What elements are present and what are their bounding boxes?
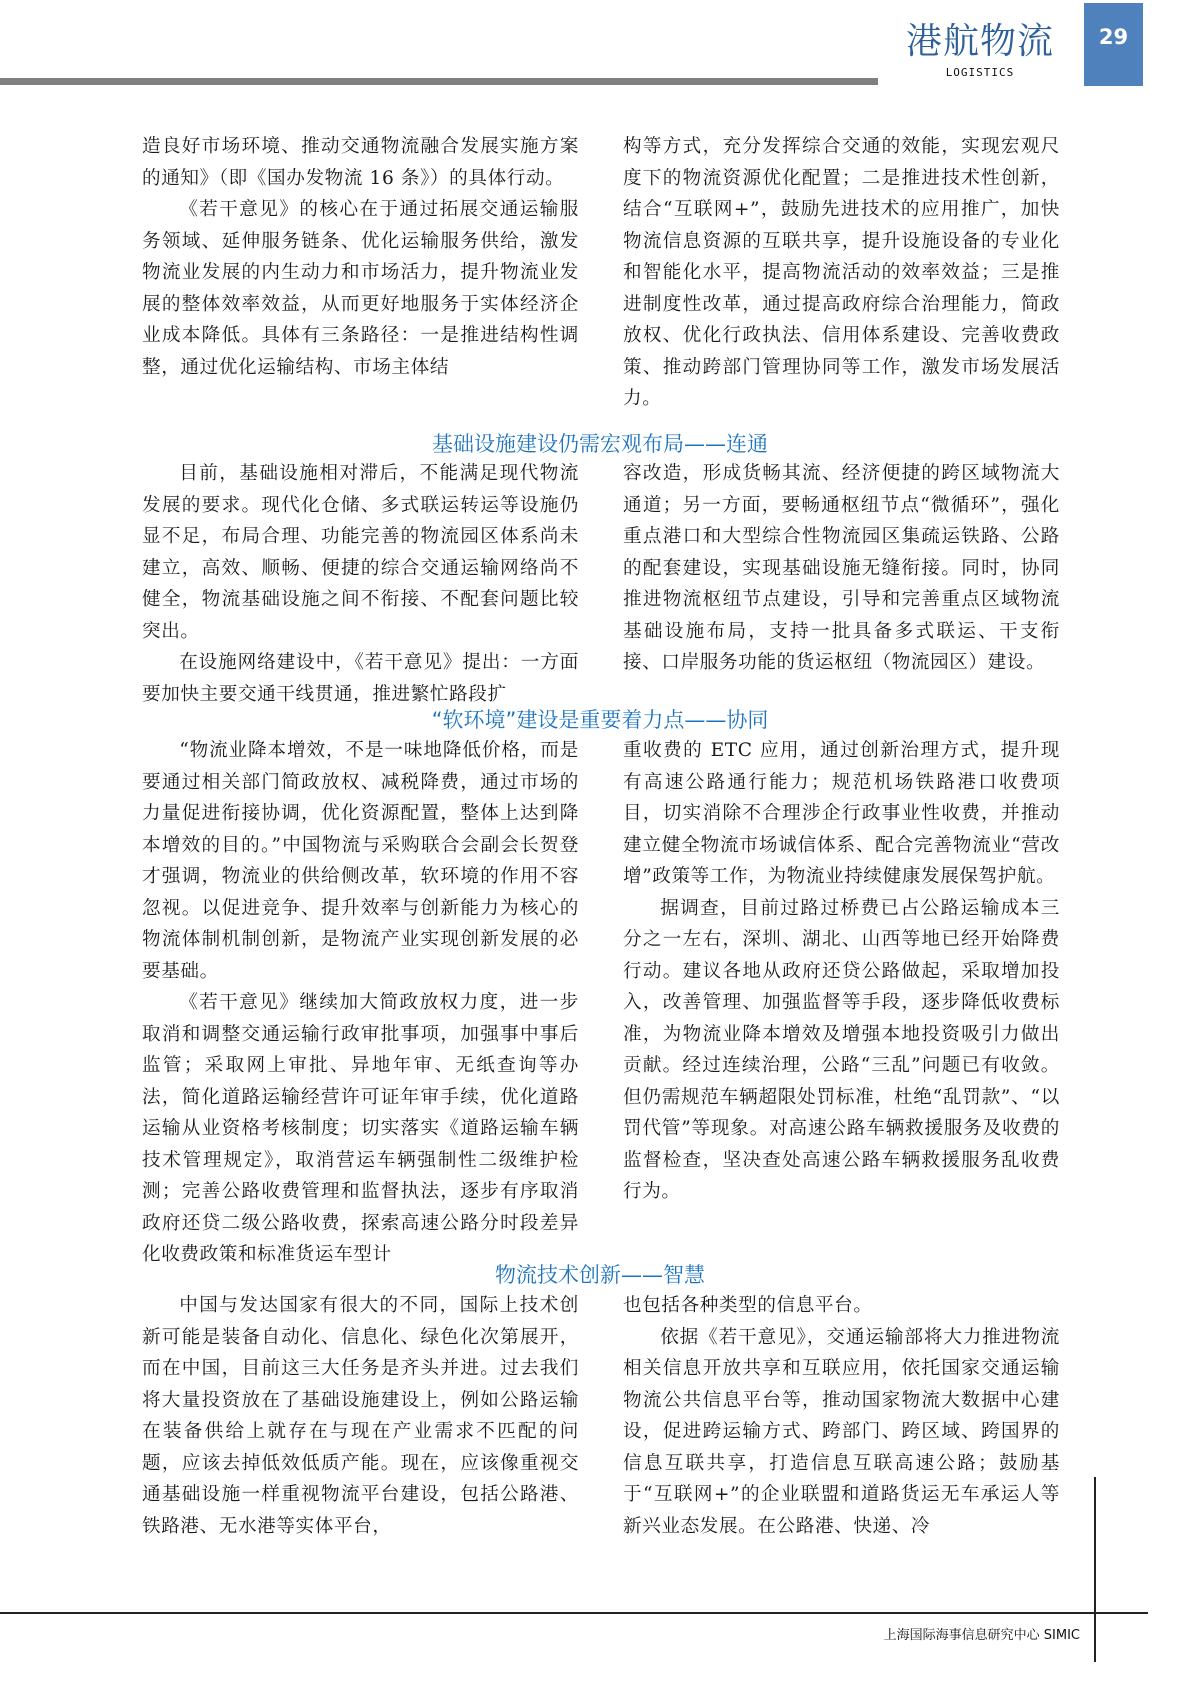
section-2-right-column — [623, 735, 1060, 1208]
paragraph: 据调查，目前过路过桥费已占公路运输成本三分之一左右，深圳、湖北、山西等地已经开始降费行动。建议各地从政府还贷公路做起，采取增加投入，改善管理、加强监督等手段，逐步降低收费标准，为物流业降本增效及增强本地投资吸引力做出贡献。经过连续治理，公路“三乱”问题已有收敛。但仍需规范车辆超限处罚标准，杜绝“乱罚款”、“以罚代管”等现象。对高速公路车辆救援服务及收费的监督检查，坚决查处高速公路车辆救援服务乱收费行为。 — [623, 897, 1060, 1202]
publisher-name: 上海国际海事信息研究中心 SIMIC — [883, 1628, 1080, 1643]
header-rule — [0, 78, 878, 85]
paragraph: 重收费的 ETC 应用，通过创新治理方式，提升现有高速公路通行能力；规范机场铁路港口收费项目，切实消除不合理涉企行政事业性收费，并推动建立健全物流市场诚信体系、配合完善物流业“营改增”政策等工作，为物流业持续健康发展保驾护航。 — [623, 740, 1060, 887]
paragraph: 也包括各种类型的信息平台。 — [623, 1295, 873, 1316]
footer-rule — [0, 1612, 1148, 1614]
section-0-left-column — [142, 131, 579, 383]
paragraph: 在设施网络建设中，《若干意见》提出：一方面要加快主要交通干线贯通，推进繁忙路段扩 — [142, 652, 579, 705]
paragraph: 《若干意见》的核心在于通过拓展交通运输服务领域、延伸服务链条、优化运输服务供给，激发物流业发展的内生动力和市场活力，提升物流业发展的整体效率效益，从而更好地服务于实体经济企业成本降低。具体有三条路径：一是推进结构性调整，通过优化运输结构、市场主体结 — [142, 199, 579, 378]
section-1-left-column — [142, 458, 579, 710]
paragraph: 造良好市场环境、推动交通物流融合发展实施方案的通知》（即《国办发物流 16 条》）的具体行动。 — [142, 136, 579, 189]
section-3-right-column — [623, 1290, 1060, 1542]
section-heading-soft-environment: “软环境”建设是重要着力点——协同 — [431, 708, 769, 732]
paragraph: “物流业降本增效，不是一味地降低价格，而是要通过相关部门简政放权、减税降费，通过市场的力量促进衔接协调，优化资源配置，整体上达到降本增效的目的。”中国物流与采购联合会副会长贺登才强调，物流业的供给侧改革，软环境的作用不容忽视。以促进竞争、提升效率与创新能力为核心的物流体制机制创新，是物流产业实现创新发展的必要基础。 — [142, 740, 579, 982]
section-0-right-column — [623, 131, 1060, 415]
paragraph: 容改造，形成货畅其流、经济便捷的跨区域物流大通道；另一方面，要畅通枢纽节点“微循环”，强化重点港口和大型综合性物流园区集疏运铁路、公路的配套建设，实现基础设施无缝衔接。同时，协同推进物流枢纽节点建设，引导和完善重点区域物流基础设施布局，支持一批具备多式联运、干支衔接、口岸服务功能的货运枢纽（物流园区）建设。 — [623, 463, 1060, 673]
section-heading-tech-innovation: 物流技术创新——智慧 — [495, 1263, 705, 1287]
section-2-left-column — [142, 735, 579, 1271]
section-1-right-column — [623, 458, 1060, 679]
paragraph: 目前，基础设施相对滞后，不能满足现代物流发展的要求。现代化仓储、多式联运转运等设施仍显不足，布局合理、功能完善的物流园区体系尚未建立，高效、顺畅、便捷的综合交通运输网络尚不健全，物流基础设施之间不衔接、不配套问题比较突出。 — [142, 463, 579, 642]
section-heading-infrastructure: 基础设施建设仍需宏观布局——连通 — [432, 432, 768, 456]
footer-vertical-rule — [1094, 1477, 1096, 1662]
paragraph: 中国与发达国家有很大的不同，国际上技术创新可能是装备自动化、信息化、绿色化次第展开，而在中国，目前这三大任务是齐头并进。过去我们将大量投资放在了基础设施建设上，例如公路运输在装备供给上就存在与现在产业需求不匹配的问题，应该去掉低效低质产能。现在，应该像重视交通基础设施一样重视物流平台建设，包括公路港、铁路港、无水港等实体平台， — [142, 1295, 579, 1537]
magazine-subtitle: LOGISTICS — [945, 66, 1015, 79]
page-number: 29 — [1084, 3, 1143, 86]
paragraph: 构等方式，充分发挥综合交通的效能，实现宏观尺度下的物流资源优化配置；二是推进技术性创新，结合“互联网+”，鼓励先进技术的应用推广，加快物流信息资源的互联共享，提升设施设备的专业化和智能化水平，提高物流活动的效率效益；三是推进制度性改革，通过提高政府综合治理能力，简政放权、优化行政执法、信用体系建设、完善收费政策、推动跨部门管理协同等工作，激发市场发展活力。 — [623, 136, 1060, 409]
paragraph: 依据《若干意见》，交通运输部将大力推进物流相关信息开放共享和互联应用，依托国家交通运输物流公共信息平台等，推动国家物流大数据中心建设，促进跨运输方式、跨部门、跨区域、跨国界的信息互联共享，打造信息互联高速公路；鼓励基于“互联网+”的企业联盟和道路货运无车承运人等新兴业态发展。在公路港、快递、冷 — [623, 1326, 1060, 1537]
masthead — [905, 20, 1055, 80]
section-3-left-column — [142, 1290, 579, 1542]
magazine-title: 港航物流 — [905, 21, 1054, 62]
paragraph: 《若干意见》继续加大简政放权力度，进一步取消和调整交通运输行政审批事项，加强事中事后监管；采取网上审批、异地年审、无纸查询等办法，简化道路运输经营许可证年审手续，优化道路运输从业资格考核制度；切实落实《道路运输车辆技术管理规定》，取消营运车辆强制性二级维护检测；完善公路收费管理和监督执法，逐步有序取消政府还贷二级公路收费，探索高速公路分时段差异化收费政策和标准货运车型计 — [142, 992, 579, 1265]
